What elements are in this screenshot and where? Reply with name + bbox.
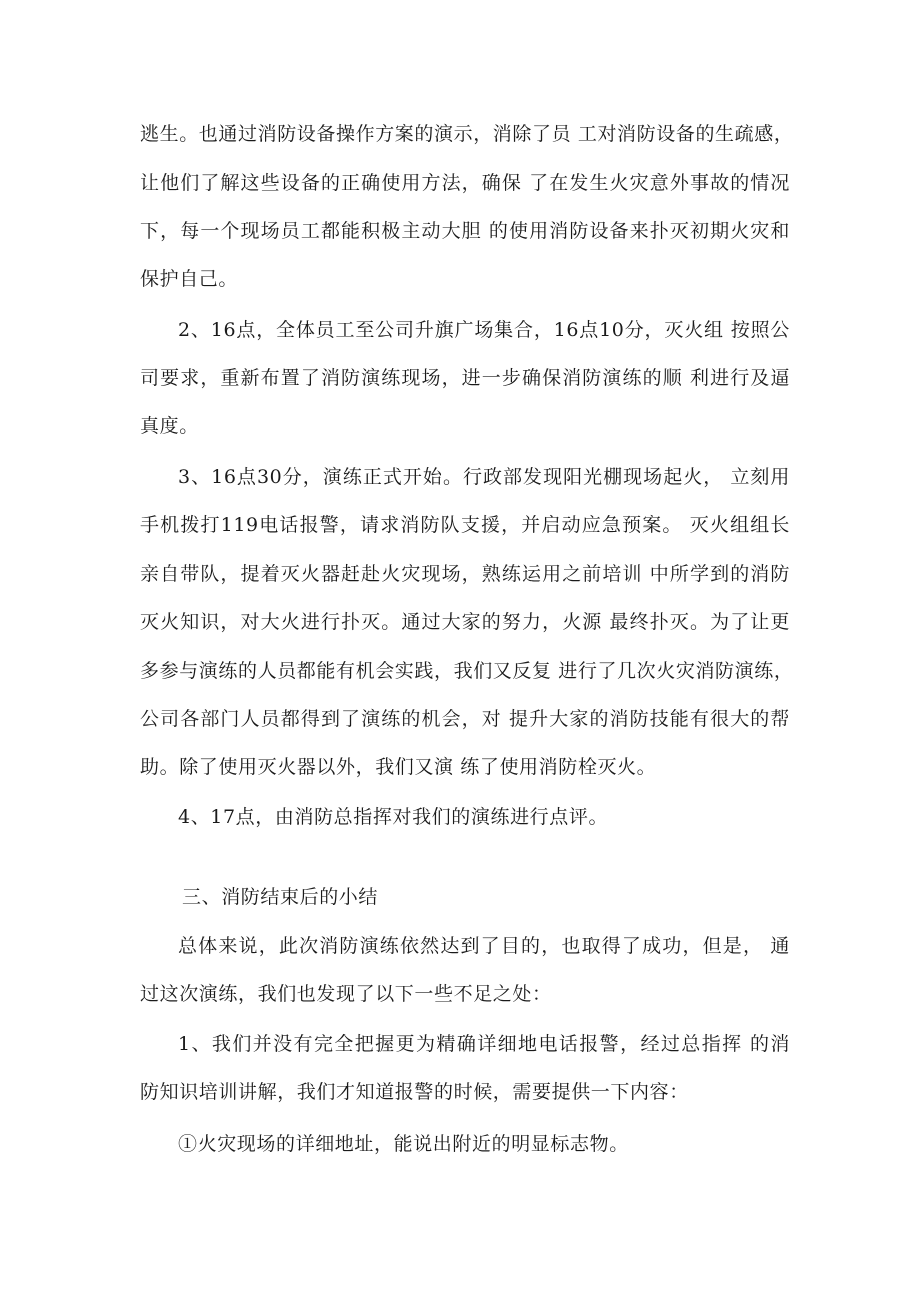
paragraph-3-line-6: 公司各部门人员都得到了演练的机会，对 提升大家的消防技能有很大的帮	[140, 708, 790, 730]
paragraph-issue-1-line-2: 防知识培训讲解，我们才知道报警的时候，需要提供一下内容：	[140, 1081, 689, 1103]
paragraph-3-line-3: 亲自带队，提着灭火器赶赴火灾现场，熟练运用之前培训 中所学到的消防	[140, 563, 790, 585]
paragraph-4-line-1: 4、17点，由消防总指挥对我们的演练进行点评。	[178, 806, 609, 828]
paragraph-intro-line-4: 保护自己。	[140, 268, 239, 290]
paragraph-2-line-3: 真度。	[140, 415, 199, 437]
paragraph-summary-line-2: 过这次演练，我们也发现了以下一些不足之处：	[140, 983, 552, 1005]
paragraph-intro-line-3: 下，每一个现场员工都能积极主动大胆 的使用消防设备来扑灭初期火灾和	[140, 220, 790, 242]
paragraph-intro-line-2: 让他们了解这些设备的正确使用方法，确保 了在发生火灾意外事故的情况	[140, 172, 790, 194]
paragraph-summary-line-1: 总体来说，此次消防演练依然达到了目的，也取得了成功，但是， 通	[178, 935, 790, 957]
paragraph-3-line-5: 多参与演练的人员都能有机会实践，我们又反复 进行了几次火灾消防演练，	[140, 660, 794, 682]
paragraph-2-line-2: 司要求，重新布置了消防演练现场，进一步确保消防演练的顺 利进行及逼	[140, 367, 790, 389]
paragraph-2-line-1: 2、16点，全体员工至公司升旗广场集合，16点10分，灭火组 按照公	[178, 319, 790, 341]
paragraph-issue-1-line-1: 1、我们并没有完全把握更为精确详细地电话报警，经过总指挥 的消	[178, 1033, 790, 1055]
paragraph-3-line-1: 3、16点30分，演练正式开始。行政部发现阳光棚现场起火， 立刻用	[178, 466, 790, 488]
section-heading: 三、消防结束后的小结	[182, 886, 379, 908]
paragraph-3-line-4: 灭火知识，对大火进行扑灭。通过大家的努力，火源 最终扑灭。为了让更	[140, 611, 790, 633]
list-item-1: ①火灾现场的详细地址，能说出附近的明显标志物。	[178, 1133, 629, 1155]
paragraph-intro-line-1: 逃生。也通过消防设备操作方案的演示，消除了员 工对消防设备的生疏感，	[140, 123, 794, 145]
paragraph-3-line-2: 手机拨打119电话报警，请求消防队支援，并启动应急预案。 灭火组组长	[140, 514, 790, 536]
paragraph-3-line-7: 助。除了使用灭火器以外，我们又演 练了使用消防栓灭火。	[140, 756, 657, 778]
